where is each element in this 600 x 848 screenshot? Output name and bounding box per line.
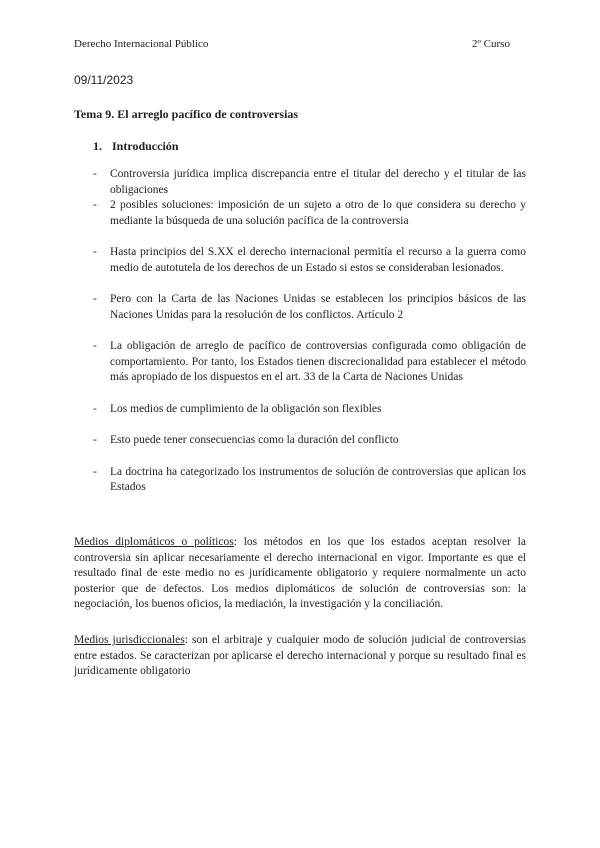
bullet-marker: -	[93, 465, 97, 478]
paragraph-text: : los métodos en los que los estados aceptan resolver la controversia sin aplicar necesariamente el derecho internacional en vigor. Importante es que el resultado final de este medio no es jurídicamente obligatorio y requiere normalmente un acto posterior que de defectos. Los medios diplomáticos de solución de controversias son: la negociación, los buenos oficios, la mediación, la investigación y la conciliación.	[74, 536, 526, 610]
list-item-text: 2 posibles soluciones: imposición de un sujeto a otro de lo que considera su derecho y mediante la búsqueda de una solución pacífica de la controversia	[110, 199, 526, 227]
paragraph-text: : son el arbitraje y cualquier modo de solución judicial de controversias entre estados. Se caracterizan por aplicarse el derecho internacional y porque su resultado final es jurídicamente obligatorio	[74, 634, 526, 677]
list-item-text: La doctrina ha categorizado los instrumentos de solución de controversias que aplican los Estados	[110, 465, 526, 493]
section-title: Introducción	[112, 139, 179, 153]
list-item-text: Controversia jurídica implica discrepancia entre el titular del derecho y el titular de las obligaciones	[110, 168, 526, 196]
list-item-text: Los medios de cumplimiento de la obligación son flexibles	[110, 402, 382, 415]
list-item	[74, 465, 526, 496]
list-item-text: La obligación de arreglo de pacífico de controversias configurada como obligación de comportamiento. Por tanto, los Estados tienen discrecionalidad para establecer el método más apropiado de los dispuestos en el art. 33 de la Carta de Naciones Unidas	[110, 340, 526, 383]
bullet-marker: -	[93, 293, 97, 305]
bullet-marker: -	[93, 340, 97, 352]
paragraph-diplomatic-means	[74, 535, 526, 613]
list-item	[74, 292, 526, 323]
list-item	[74, 198, 526, 229]
bullet-marker: -	[93, 246, 97, 258]
list-item	[74, 167, 526, 198]
bullet-marker: -	[93, 434, 97, 446]
paragraph-jurisdictional-means	[74, 633, 526, 680]
document-title: Tema 9. El arreglo pacífico de controversias	[74, 107, 299, 121]
list-item	[74, 339, 526, 386]
header-course-year: 2º Curso	[472, 38, 510, 50]
list-item-text: Esto puede tener consecuencias como la duración del conflicto	[110, 434, 399, 446]
list-item	[74, 245, 526, 276]
bullet-marker: -	[93, 168, 97, 180]
section-number: 1.	[93, 139, 102, 153]
list-item-text: Pero con la Carta de las Naciones Unidas se establecen los principios básicos de las Naciones Unidas para la resolución de los conflictos. Artículo 2	[110, 293, 526, 321]
paragraph-term: Medios jurisdiccionales	[74, 634, 185, 646]
list-item	[74, 402, 526, 418]
list-item-text: Hasta principios del S.XX el derecho internacional permitía el recurso a la guerra como medio de autotutela de los derechos de un Estado si estos se consideraban lesionados.	[110, 246, 526, 274]
document-date: 09/11/2023	[74, 73, 134, 87]
section-heading	[93, 139, 178, 154]
header-course-name: Derecho Internacional Público	[74, 38, 209, 50]
bullet-marker: -	[93, 199, 97, 211]
list-item	[74, 433, 526, 449]
paragraph-term: Medios diplomáticos o políticos	[74, 536, 234, 548]
bullet-list	[74, 167, 526, 496]
bullet-marker: -	[93, 402, 97, 415]
